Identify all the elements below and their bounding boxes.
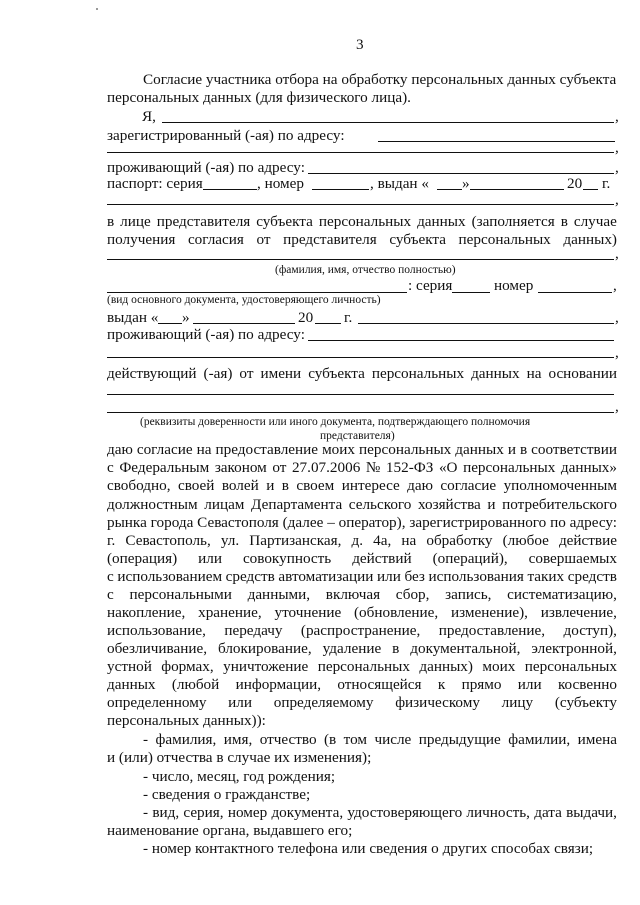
proxy-caption-line-1: (реквизиты доверенности или иного документа, подтверждающего полномочия <box>140 416 531 428</box>
rep-issued-year-prefix: 20 <box>298 309 314 326</box>
list-item-2: - число, месяц, год рождения; <box>143 768 336 785</box>
residing-address-label: проживающий (-ая) по адресу: <box>107 159 305 176</box>
list-item-3: - сведения о гражданстве; <box>143 786 311 803</box>
rep-doc-number-field[interactable] <box>538 292 612 293</box>
body-line: должностным лицам Департамента сельского хозяйства и потребительского <box>107 496 617 513</box>
passport-issued-month-field[interactable] <box>470 189 564 190</box>
body-line: с использованием средств автоматизации или без использования таких средств <box>107 568 617 585</box>
rep-doc-comma: , <box>613 277 617 294</box>
rep-residing-field-2[interactable] <box>107 357 614 358</box>
registered-comma: , <box>615 139 619 156</box>
passport-year-suffix: г. <box>602 175 611 192</box>
passport-number-field[interactable] <box>312 189 369 190</box>
rep-doc-series-field[interactable] <box>452 292 490 293</box>
passport-issuer-comma: , <box>615 191 619 208</box>
body-line: определенному или определяемому физическому лицу (субъекту <box>107 694 617 711</box>
rep-issued-day-field[interactable] <box>158 323 182 324</box>
passport-year-prefix: 20 <box>567 175 583 192</box>
registered-address-label: зарегистрированный (-ая) по адресу: <box>107 127 345 144</box>
body-line: устной формах, уничтожение персональных данных) моих персональных <box>107 658 617 675</box>
body-line: г. Севастополь, ул. Партизанская, д. 4а, на обработку (любое действие <box>107 532 617 549</box>
title-line-1: Согласие участника отбора на обработку персональных данных субъекта <box>143 71 617 88</box>
rep-issued-label: выдан « <box>107 309 159 326</box>
body-line: с Федеральным законом от 27.07.2006 № 152-ФЗ «О персональных данных» <box>107 459 617 476</box>
body-line: свободно, своей волей и в своем интересе даю согласие уполномоченным <box>107 477 617 494</box>
list-item-4: - вид, серия, номер документа, удостоверяющего личность, дата выдачи, <box>143 804 617 821</box>
rep-issuer-field[interactable] <box>358 323 614 324</box>
rep-doc-series-label: : серия <box>408 277 453 294</box>
rep-name-comma: , <box>615 245 619 262</box>
representative-line-1: в лице представителя субъекта персональных данных (заполняется в случае <box>107 213 617 230</box>
registered-address-field-2[interactable] <box>107 152 614 153</box>
doc-caption: (вид основного документа, удостоверяющего личность) <box>107 294 381 306</box>
body-line: рынка города Севастополя (далее – оператор), зарегистрированного по адресу: <box>107 514 617 531</box>
page-number: 3 <box>356 36 364 53</box>
rep-issued-month-field[interactable] <box>193 323 295 324</box>
representative-line-2: получения согласия от представителя субъекта персональных данных) <box>107 231 617 248</box>
residing-address-field[interactable] <box>308 173 614 174</box>
proxy-document-field-2[interactable] <box>107 412 614 413</box>
proxy-document-field[interactable] <box>107 394 614 395</box>
list-item-1-cont: и (или) отчества в случае их изменения); <box>107 749 372 766</box>
ya-label: Я, <box>142 108 156 125</box>
rep-issuer-comma: , <box>615 309 619 326</box>
passport-series-label: паспорт: серия <box>107 175 203 192</box>
body-last-line: персональных данных)): <box>107 712 266 729</box>
rep-residing-label: проживающий (-ая) по адресу: <box>107 326 305 343</box>
passport-issued-label: , выдан « <box>370 175 429 192</box>
proxy-caption-line-2: представителя) <box>320 430 395 442</box>
body-line: использование, передачу (распространение, предоставление, доступ), <box>107 622 617 639</box>
body-line: накопление, хранение, уточнение (обновление, изменение), извлечение, <box>107 604 617 621</box>
rep-issued-year-suffix: г. <box>344 309 353 326</box>
body-line: (операция) или совокупность действий (операций), совершаемых <box>107 550 617 567</box>
list-item-5: - номер контактного телефона или сведения о других способах связи; <box>143 840 594 857</box>
passport-issued-year-field[interactable] <box>583 189 598 190</box>
title-line-2: персональных данных (для физического лица). <box>107 89 411 106</box>
scan-speck <box>96 8 98 10</box>
acting-on-behalf-line: действующий (-ая) от имени субъекта персональных данных на основании <box>107 365 617 382</box>
rep-residing-comma: , <box>615 344 619 361</box>
list-item-4-cont: наименование органа, выдавшего его; <box>107 822 353 839</box>
passport-number-label: , номер <box>257 175 304 192</box>
fio-caption: (фамилия, имя, отчество полностью) <box>275 264 456 276</box>
body-line: с персональными данными, включая сбор, запись, систематизацию, <box>107 586 617 603</box>
passport-issued-day-field[interactable] <box>437 189 462 190</box>
proxy-comma: , <box>615 398 619 415</box>
body-line: данных (любой информации, относящейся к прямо или косвенно <box>107 676 617 693</box>
full-name-field[interactable] <box>162 122 614 123</box>
body-line: даю согласие на предоставление моих персональных данных и в соответствии <box>107 441 617 458</box>
representative-name-field[interactable] <box>107 259 614 260</box>
body-line: обезличивание, блокирование, удаление в документальной, электронной, <box>107 640 617 657</box>
passport-issuer-field[interactable] <box>107 204 614 205</box>
rep-residing-field[interactable] <box>308 340 614 341</box>
rep-doc-number-label: номер <box>494 277 534 294</box>
ya-comma: , <box>615 108 619 125</box>
rep-issued-year-field[interactable] <box>315 323 341 324</box>
residing-comma: , <box>615 159 619 176</box>
passport-series-field[interactable] <box>203 189 257 190</box>
registered-address-field[interactable] <box>378 141 615 142</box>
passport-quote-close: » <box>462 175 470 192</box>
rep-issued-quote-close: » <box>182 309 190 326</box>
list-item-1: - фамилия, имя, отчество (в том числе предыдущие фамилии, имена <box>143 731 617 748</box>
